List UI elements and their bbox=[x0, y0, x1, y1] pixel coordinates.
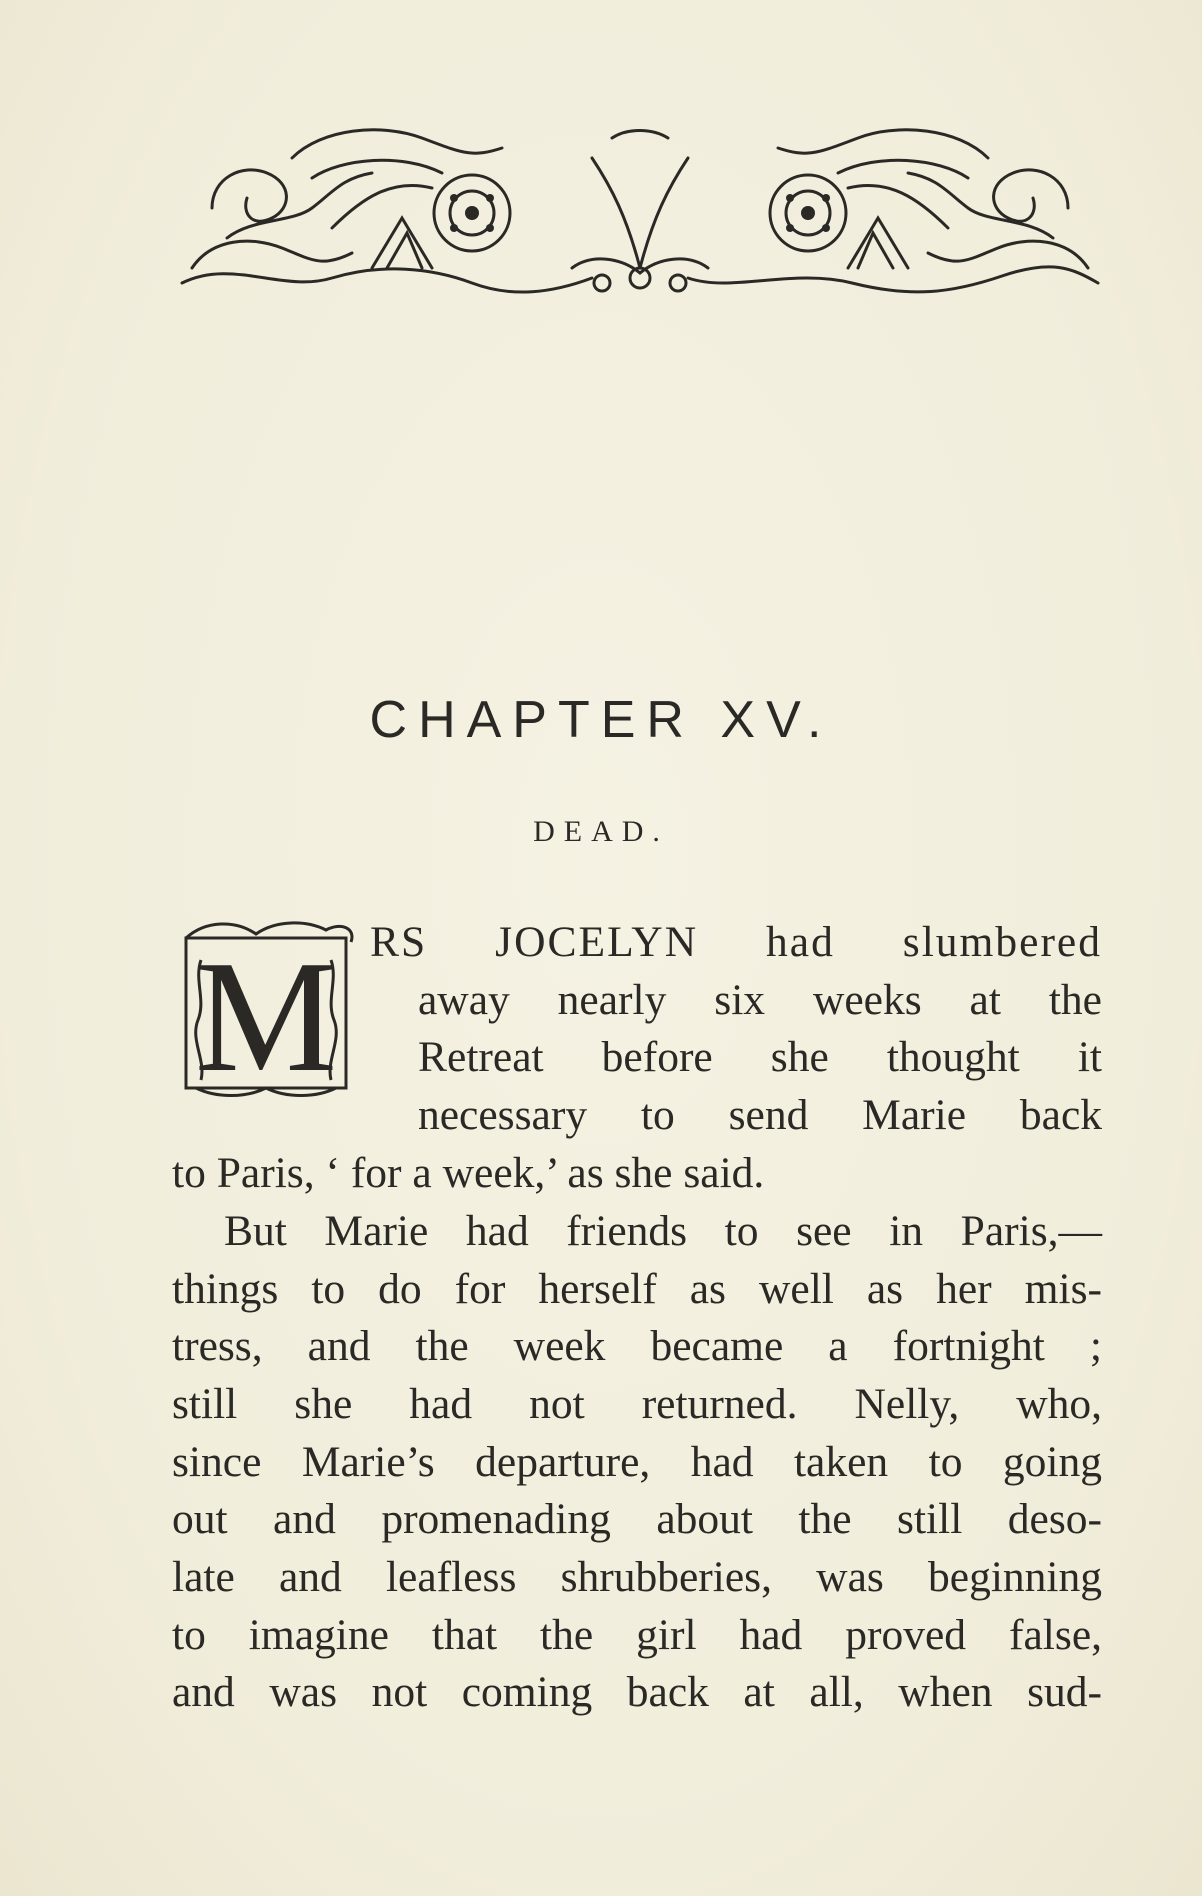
text-line: necessary to send Marie back bbox=[418, 1091, 1102, 1139]
drop-cap-letter: M bbox=[194, 927, 338, 1100]
text-line: to Paris, ‘ for a week,’ as she said. bbox=[172, 1149, 765, 1197]
chapter-subtitle: DEAD. bbox=[533, 815, 669, 848]
text-line: things to do for herself as well as her mis- bbox=[172, 1265, 1102, 1313]
text-line: But Marie had friends to see in Paris,— bbox=[224, 1207, 1102, 1255]
text-line: RS JOCELYN had slumbered bbox=[370, 918, 1102, 966]
text-line: out and promenading about the still deso- bbox=[172, 1495, 1102, 1543]
text-line: late and leafless shrubberies, was beginning bbox=[172, 1553, 1102, 1601]
chapter-title: CHAPTER XV. bbox=[369, 691, 833, 749]
text-line: tress, and the week became a fortnight ; bbox=[172, 1322, 1102, 1370]
text-line: since Marie’s departure, had taken to going bbox=[172, 1438, 1102, 1486]
text-line: away nearly six weeks at the bbox=[418, 976, 1102, 1024]
text-line: Retreat before she thought it bbox=[418, 1033, 1102, 1081]
ornamental-drop-cap bbox=[176, 920, 360, 1100]
text-line: to imagine that the girl had proved false, bbox=[172, 1611, 1102, 1659]
ornamental-headpiece bbox=[172, 118, 1108, 298]
text-line: and was not coming back at all, when sud- bbox=[172, 1668, 1102, 1716]
text-line: still she had not returned. Nelly, who, bbox=[172, 1380, 1102, 1428]
